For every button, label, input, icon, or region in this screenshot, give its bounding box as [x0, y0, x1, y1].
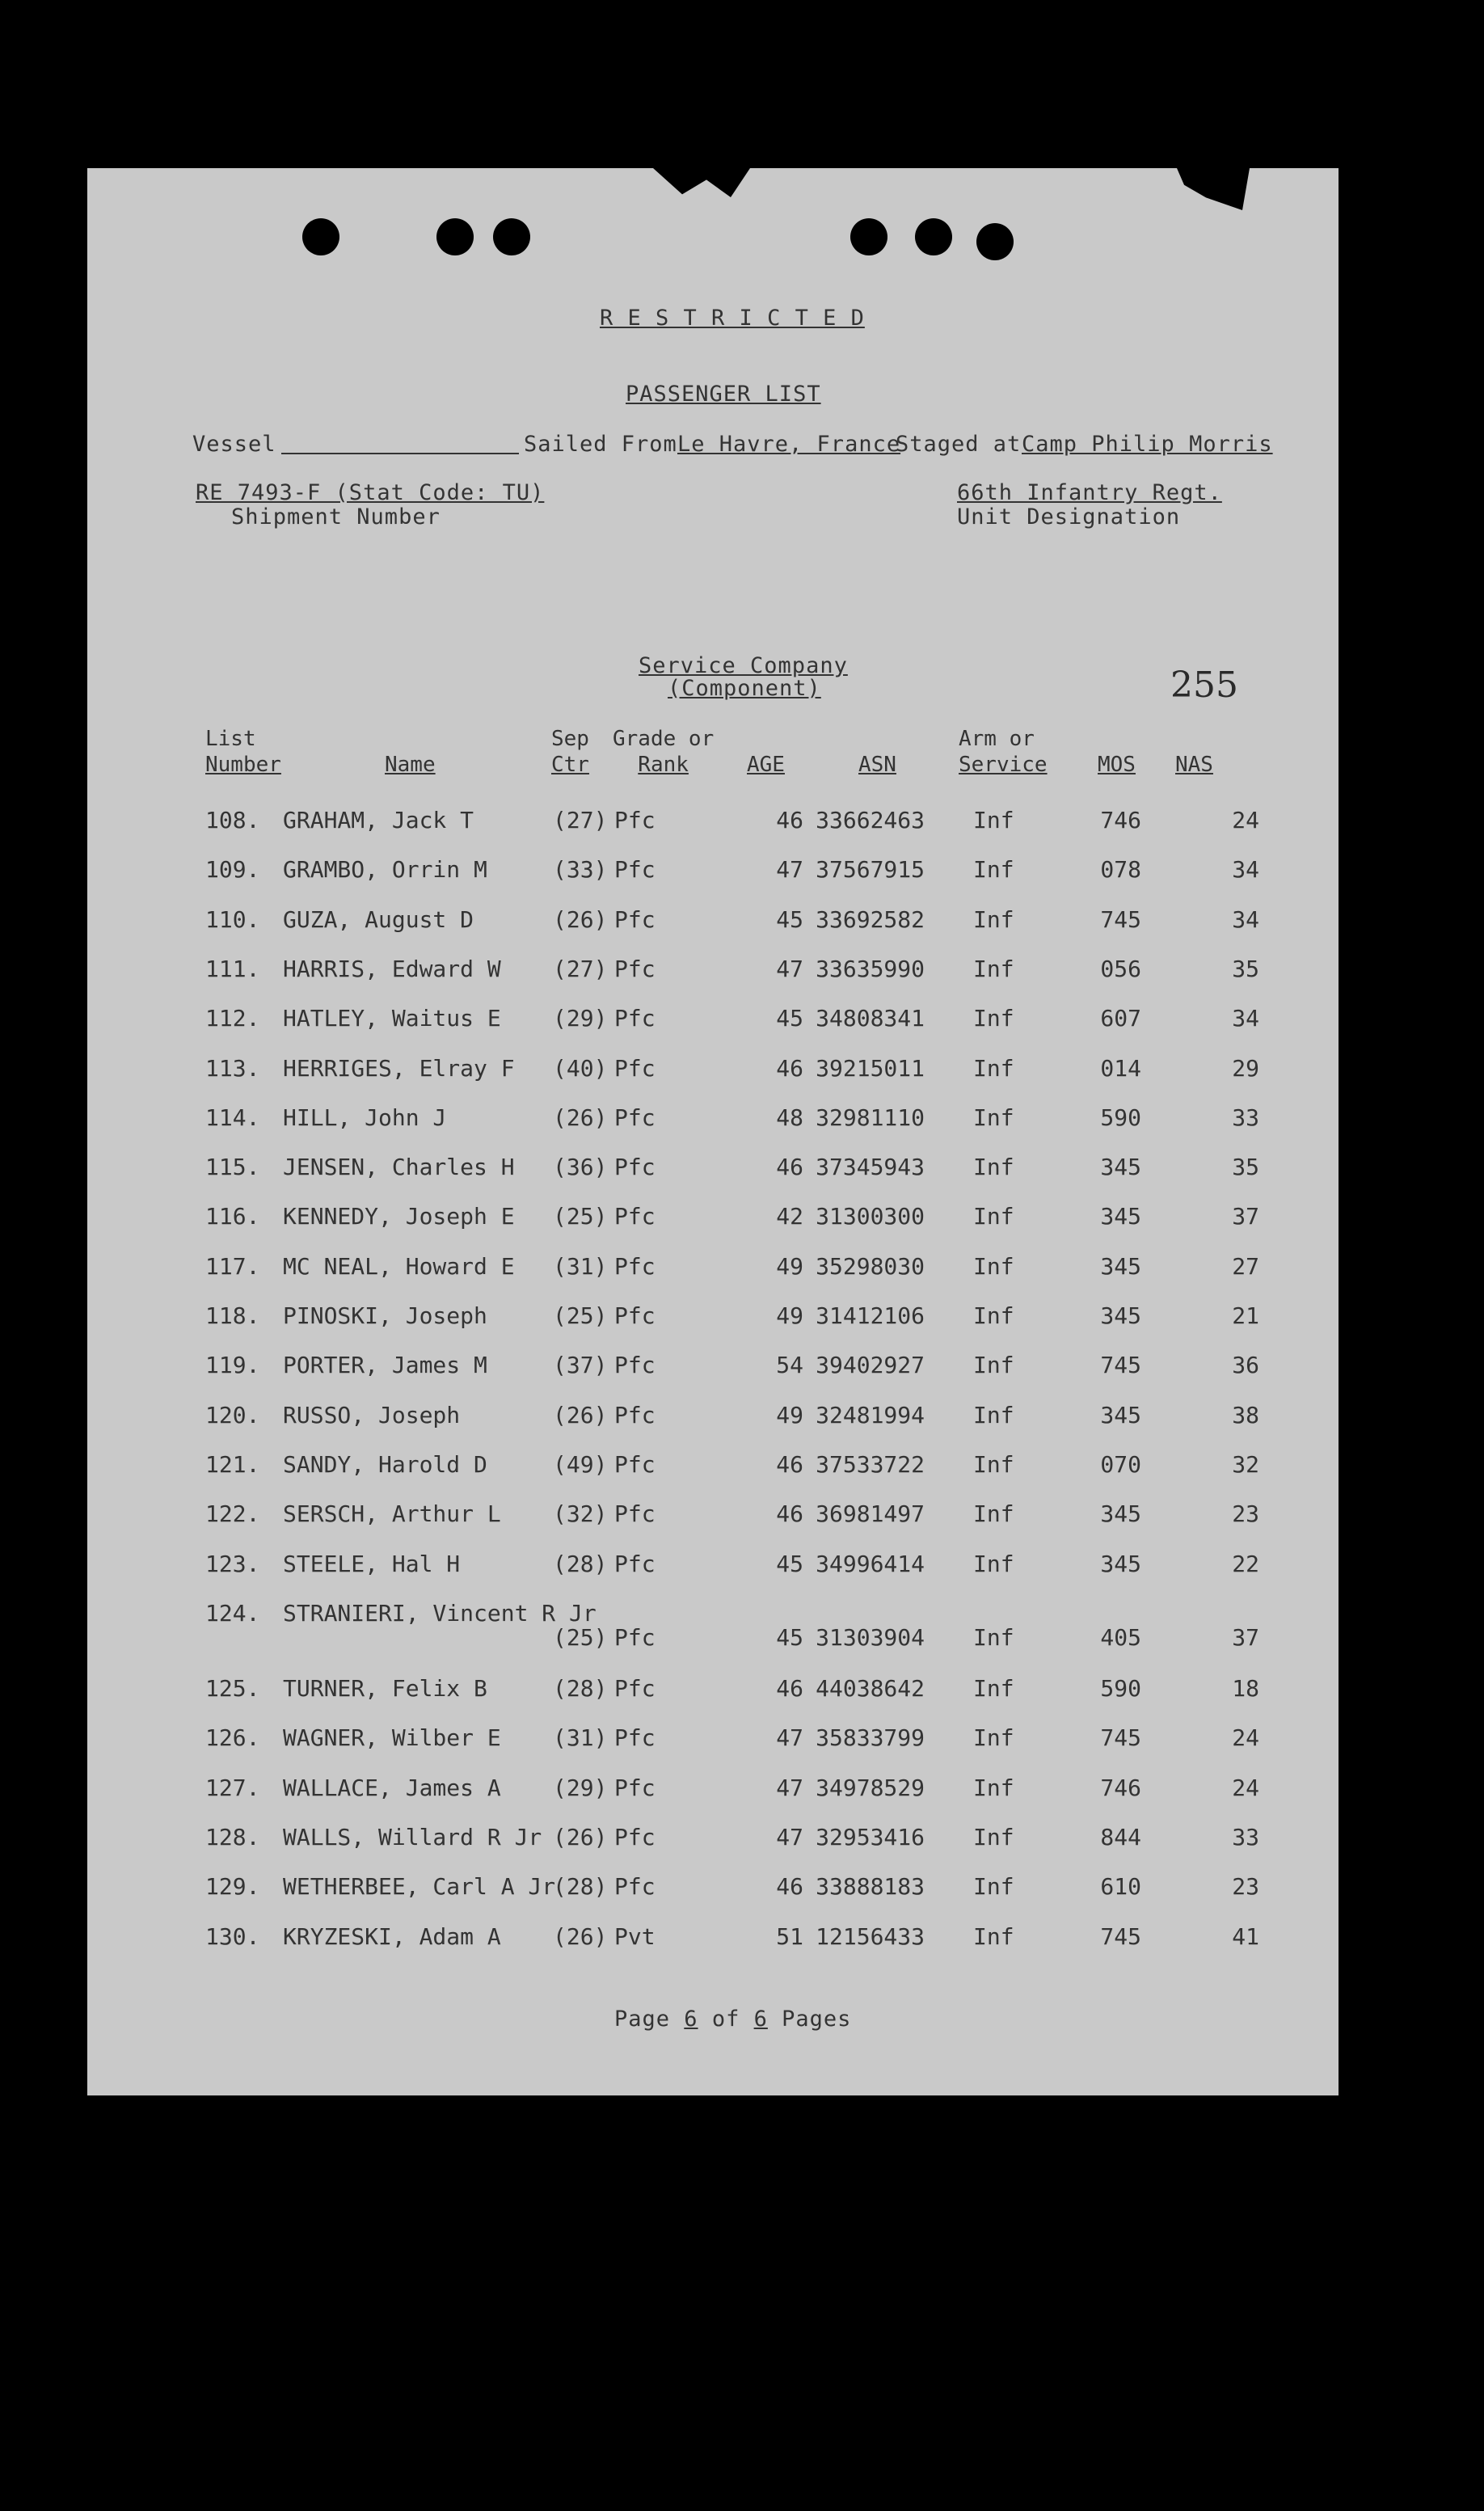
nas-cell: 22: [1232, 1550, 1259, 1577]
table-row: [87, 1253, 1339, 1285]
list-number-cell: 115.: [205, 1154, 260, 1181]
sep-ctr-cell: (32): [553, 1500, 608, 1528]
nas-cell: 27: [1232, 1252, 1259, 1280]
grade-cell: Pfc: [614, 955, 656, 982]
asn-cell: 36981497: [816, 1500, 925, 1528]
asn-cell: 37533722: [816, 1450, 925, 1478]
nas-cell: 34: [1232, 856, 1259, 884]
grade-cell: Pfc: [614, 856, 656, 884]
arm-service-cell: Inf: [973, 1922, 1014, 1950]
list-number-cell: 127.: [205, 1774, 260, 1801]
nas-cell: 33: [1232, 1104, 1259, 1131]
sep-ctr-cell: (28): [553, 1675, 608, 1703]
asn-cell: 33888183: [816, 1873, 925, 1901]
grade-cell: Pfc: [614, 1352, 656, 1379]
sep-ctr-cell: (49): [553, 1450, 608, 1478]
grade-cell: Pfc: [614, 1203, 656, 1230]
sep-ctr-cell: (25): [553, 1203, 608, 1230]
grade-cell: Pfc: [614, 1005, 656, 1032]
grade-cell: Pfc: [614, 1550, 656, 1577]
unit-designation-label: Unit Designation: [957, 504, 1181, 530]
age-cell: 47: [776, 1724, 803, 1752]
mos-cell: 345: [1100, 1203, 1141, 1230]
age-cell: 46: [776, 1450, 803, 1478]
arm-service-cell: Inf: [973, 1500, 1014, 1528]
table-row: [87, 956, 1339, 988]
mos-cell: 345: [1100, 1252, 1141, 1280]
mos-cell: 014: [1100, 1054, 1141, 1082]
age-cell: 49: [776, 1401, 803, 1429]
nas-cell: 23: [1232, 1873, 1259, 1901]
arm-service-cell: Inf: [973, 1873, 1014, 1901]
sep-ctr-cell: (37): [553, 1352, 608, 1379]
shipment-number-label: Shipment Number: [231, 504, 441, 530]
mos-cell: 345: [1100, 1302, 1141, 1329]
mos-cell: 607: [1100, 1005, 1141, 1032]
paper-tear: [1177, 168, 1250, 210]
grade-cell: Pfc: [614, 1154, 656, 1181]
list-number-cell: 118.: [205, 1302, 260, 1329]
name-cell: SERSCH, Arthur L: [283, 1500, 501, 1528]
name-cell: HERRIGES, Elray F: [283, 1054, 515, 1082]
age-cell: 46: [776, 1873, 803, 1901]
vessel-blank: [281, 453, 519, 454]
asn-cell: 34978529: [816, 1774, 925, 1801]
nas-cell: 37: [1232, 1203, 1259, 1230]
asn-cell: 37567915: [816, 856, 925, 884]
list-number-cell: 116.: [205, 1203, 260, 1230]
sep-ctr-cell: (26): [553, 1824, 608, 1851]
list-number-cell: 114.: [205, 1104, 260, 1131]
table-row: [87, 1551, 1339, 1583]
list-number-cell: 120.: [205, 1401, 260, 1429]
mos-cell: 745: [1100, 1922, 1141, 1950]
asn-cell: 35833799: [816, 1724, 925, 1752]
table-row: [87, 1923, 1339, 1956]
document-title: PASSENGER LIST: [626, 382, 821, 407]
nas-cell: 33: [1232, 1824, 1259, 1851]
list-number-cell: 130.: [205, 1922, 260, 1950]
arm-service-cell: Inf: [973, 1154, 1014, 1181]
table-row: [87, 1302, 1339, 1335]
table-row: [87, 1055, 1339, 1087]
table-row: [87, 1824, 1339, 1856]
mos-cell: 746: [1100, 1774, 1141, 1801]
sailed-from-label: Sailed From: [524, 432, 677, 457]
sep-ctr-cell: (27): [553, 807, 608, 833]
list-number-cell: 110.: [205, 905, 260, 933]
page-footer: Page 6 of 6 Pages: [614, 2007, 852, 2032]
grade-cell: Pfc: [614, 905, 656, 933]
punch-hole: [302, 218, 339, 255]
mos-cell: 078: [1100, 856, 1141, 884]
list-number-cell: 122.: [205, 1500, 260, 1528]
age-cell: 46: [776, 1675, 803, 1703]
nas-cell: 21: [1232, 1302, 1259, 1329]
punch-hole: [436, 218, 474, 255]
age-cell: 45: [776, 1550, 803, 1577]
table-row: [87, 1873, 1339, 1905]
header-age: AGE: [747, 753, 785, 777]
company-name: Service Company: [639, 653, 848, 678]
name-cell: KENNEDY, Joseph E: [283, 1203, 515, 1230]
arm-service-cell: Inf: [973, 1302, 1014, 1329]
age-cell: 46: [776, 1500, 803, 1528]
name-cell: HILL, John J: [283, 1104, 447, 1131]
punch-hole: [493, 218, 530, 255]
table-row: [87, 1599, 1339, 1651]
list-number-cell: 128.: [205, 1824, 260, 1851]
arm-service-cell: Inf: [973, 1203, 1014, 1230]
sep-ctr-cell: (28): [553, 1873, 608, 1901]
header-mos: MOS: [1098, 753, 1136, 777]
arm-service-cell: Inf: [973, 1675, 1014, 1703]
age-cell: 47: [776, 856, 803, 884]
grade-cell: Pfc: [614, 1774, 656, 1801]
sep-ctr-cell: (25): [553, 1623, 608, 1651]
asn-cell: 35298030: [816, 1252, 925, 1280]
name-cell: GUZA, August D: [283, 905, 474, 933]
table-row: [87, 1500, 1339, 1533]
sep-ctr-cell: (25): [553, 1302, 608, 1329]
asn-cell: 33635990: [816, 955, 925, 982]
mos-cell: 844: [1100, 1824, 1141, 1851]
arm-service-cell: Inf: [973, 1450, 1014, 1478]
staged-at-label: Staged at: [896, 432, 1022, 457]
grade-cell: Pfc: [614, 1252, 656, 1280]
grade-cell: Pfc: [614, 1104, 656, 1131]
asn-cell: 12156433: [816, 1922, 925, 1950]
name-cell: WETHERBEE, Carl A Jr: [283, 1873, 556, 1901]
sep-ctr-cell: (26): [553, 905, 608, 933]
mos-cell: 345: [1100, 1500, 1141, 1528]
nas-cell: 18: [1232, 1675, 1259, 1703]
age-cell: 49: [776, 1302, 803, 1329]
mos-cell: 590: [1100, 1104, 1141, 1131]
age-cell: 51: [776, 1922, 803, 1950]
age-cell: 47: [776, 1824, 803, 1851]
list-number-cell: 125.: [205, 1675, 260, 1703]
header-sep-ctr: Sep Ctr: [551, 727, 589, 777]
grade-cell: Pfc: [614, 1450, 656, 1478]
arm-service-cell: Inf: [973, 1550, 1014, 1577]
mos-cell: 405: [1100, 1623, 1141, 1651]
grade-cell: Pfc: [614, 1302, 656, 1329]
name-cell: KRYZESKI, Adam A: [283, 1922, 501, 1950]
grade-cell: Pfc: [614, 1401, 656, 1429]
staged-at-value: Camp Philip Morris: [1022, 432, 1273, 457]
sep-ctr-cell: (29): [553, 1774, 608, 1801]
table-row: [87, 1724, 1339, 1757]
grade-cell: Pfc: [614, 807, 656, 833]
mos-cell: 070: [1100, 1450, 1141, 1478]
table-row: [87, 1402, 1339, 1434]
arm-service-cell: Inf: [973, 1824, 1014, 1851]
name-cell: HATLEY, Waitus E: [283, 1005, 501, 1032]
age-cell: 47: [776, 955, 803, 982]
nas-cell: 35: [1232, 1154, 1259, 1181]
arm-service-cell: Inf: [973, 1774, 1014, 1801]
mos-cell: 590: [1100, 1675, 1141, 1703]
mos-cell: 610: [1100, 1873, 1141, 1901]
header-asn: ASN: [858, 753, 896, 777]
name-cell: PORTER, James M: [283, 1352, 487, 1379]
age-cell: 48: [776, 1104, 803, 1131]
sep-ctr-cell: (31): [553, 1252, 608, 1280]
table-row: [87, 856, 1339, 888]
age-cell: 49: [776, 1252, 803, 1280]
grade-cell: Pfc: [614, 1500, 656, 1528]
shipment-number-value: RE 7493-F (Stat Code: TU): [196, 480, 545, 505]
list-number-cell: 121.: [205, 1450, 260, 1478]
asn-cell: 37345943: [816, 1154, 925, 1181]
mos-cell: 345: [1100, 1154, 1141, 1181]
punch-hole: [850, 218, 887, 255]
asn-cell: 44038642: [816, 1675, 925, 1703]
nas-cell: 29: [1232, 1054, 1259, 1082]
asn-cell: 31300300: [816, 1203, 925, 1230]
nas-cell: 35: [1232, 955, 1259, 982]
nas-cell: 24: [1232, 807, 1259, 833]
arm-service-cell: Inf: [973, 1252, 1014, 1280]
classification-header: R E S T R I C T E D: [600, 306, 865, 331]
list-number-cell: 112.: [205, 1005, 260, 1032]
list-number-cell: 119.: [205, 1352, 260, 1379]
nas-cell: 23: [1232, 1500, 1259, 1528]
list-number-cell: 124.: [205, 1599, 260, 1627]
name-cell: HARRIS, Edward W: [283, 955, 501, 982]
age-cell: 47: [776, 1774, 803, 1801]
sailed-from-value: Le Havre, France: [677, 432, 901, 457]
age-cell: 45: [776, 905, 803, 933]
header-arm-service: Arm or Service: [959, 727, 1048, 777]
sep-ctr-cell: (26): [553, 1104, 608, 1131]
mos-cell: 745: [1100, 905, 1141, 933]
arm-service-cell: Inf: [973, 807, 1014, 833]
mos-cell: 345: [1100, 1401, 1141, 1429]
punch-hole: [976, 223, 1014, 260]
table-row: [87, 1775, 1339, 1807]
age-cell: 45: [776, 1623, 803, 1651]
table-row: [87, 1203, 1339, 1235]
age-cell: 45: [776, 1005, 803, 1032]
asn-cell: 32981110: [816, 1104, 925, 1131]
grade-cell: Pfc: [614, 1675, 656, 1703]
name-cell: JENSEN, Charles H: [283, 1154, 515, 1181]
arm-service-cell: Inf: [973, 856, 1014, 884]
list-number-cell: 117.: [205, 1252, 260, 1280]
name-cell: RUSSO, Joseph: [283, 1401, 461, 1429]
age-cell: 46: [776, 1154, 803, 1181]
sep-ctr-cell: (27): [553, 955, 608, 982]
nas-cell: 38: [1232, 1401, 1259, 1429]
grade-cell: Pfc: [614, 1054, 656, 1082]
punch-hole: [915, 218, 952, 255]
table-row: [87, 1451, 1339, 1483]
sep-ctr-cell: (26): [553, 1401, 608, 1429]
table-row: [87, 1104, 1339, 1137]
grade-cell: Pfc: [614, 1724, 656, 1752]
name-cell: SANDY, Harold D: [283, 1450, 487, 1478]
age-cell: 54: [776, 1352, 803, 1379]
arm-service-cell: Inf: [973, 955, 1014, 982]
sep-ctr-cell: (33): [553, 856, 608, 884]
paper-tear: [653, 168, 750, 197]
sep-ctr-cell: (31): [553, 1724, 608, 1752]
grade-cell: Pfc: [614, 1824, 656, 1851]
mos-cell: 745: [1100, 1724, 1141, 1752]
arm-service-cell: Inf: [973, 1401, 1014, 1429]
mos-cell: 745: [1100, 1352, 1141, 1379]
mos-cell: 746: [1100, 807, 1141, 833]
asn-cell: 33662463: [816, 807, 925, 833]
arm-service-cell: Inf: [973, 1005, 1014, 1032]
sep-ctr-cell: (40): [553, 1054, 608, 1082]
grade-cell: Pfc: [614, 1873, 656, 1901]
asn-cell: 39215011: [816, 1054, 925, 1082]
header-nas: NAS: [1175, 753, 1213, 777]
name-cell: STRANIERI, Vincent R Jr: [283, 1599, 597, 1627]
header-grade-rank: Grade or Rank: [613, 727, 715, 777]
arm-service-cell: Inf: [973, 1352, 1014, 1379]
sep-ctr-cell: (28): [553, 1550, 608, 1577]
list-number-cell: 123.: [205, 1550, 260, 1577]
arm-service-cell: Inf: [973, 1724, 1014, 1752]
name-cell: WAGNER, Wilber E: [283, 1724, 501, 1752]
table-row: [87, 1005, 1339, 1037]
list-number-cell: 109.: [205, 856, 260, 884]
name-cell: GRAHAM, Jack T: [283, 807, 474, 833]
sep-ctr-cell: (26): [553, 1922, 608, 1950]
asn-cell: 31303904: [816, 1623, 925, 1651]
asn-cell: 34996414: [816, 1550, 925, 1577]
mos-cell: 056: [1100, 955, 1141, 982]
arm-service-cell: Inf: [973, 1623, 1014, 1651]
arm-service-cell: Inf: [973, 1104, 1014, 1131]
asn-cell: 32481994: [816, 1401, 925, 1429]
age-cell: 46: [776, 1054, 803, 1082]
page-stamp-number: 255: [1170, 665, 1238, 706]
header-list-number: List Number: [205, 727, 281, 777]
list-number-cell: 129.: [205, 1873, 260, 1901]
nas-cell: 41: [1232, 1922, 1259, 1950]
name-cell: GRAMBO, Orrin M: [283, 856, 487, 884]
list-number-cell: 126.: [205, 1724, 260, 1752]
table-row: [87, 807, 1339, 839]
age-cell: 42: [776, 1203, 803, 1230]
grade-cell: Pvt: [614, 1922, 656, 1950]
name-cell: STEELE, Hal H: [283, 1550, 461, 1577]
asn-cell: 31412106: [816, 1302, 925, 1329]
nas-cell: 24: [1232, 1724, 1259, 1752]
name-cell: TURNER, Felix B: [283, 1675, 487, 1703]
nas-cell: 37: [1232, 1623, 1259, 1651]
table-row: [87, 906, 1339, 939]
name-cell: PINOSKI, Joseph: [283, 1302, 487, 1329]
name-cell: WALLS, Willard R Jr: [283, 1824, 542, 1851]
list-number-cell: 108.: [205, 807, 260, 833]
list-number-cell: 111.: [205, 955, 260, 982]
asn-cell: 39402927: [816, 1352, 925, 1379]
header-name: Name: [385, 753, 436, 777]
nas-cell: 32: [1232, 1450, 1259, 1478]
nas-cell: 34: [1232, 905, 1259, 933]
mos-cell: 345: [1100, 1550, 1141, 1577]
document-page: [87, 168, 1339, 2095]
sep-ctr-cell: (29): [553, 1005, 608, 1032]
grade-cell: Pfc: [614, 1623, 656, 1651]
unit-designation-value: 66th Infantry Regt.: [957, 480, 1222, 505]
table-row: [87, 1352, 1339, 1384]
table-row: [87, 1675, 1339, 1707]
sep-ctr-cell: (36): [553, 1154, 608, 1181]
age-cell: 46: [776, 807, 803, 833]
list-number-cell: 113.: [205, 1054, 260, 1082]
nas-cell: 36: [1232, 1352, 1259, 1379]
arm-service-cell: Inf: [973, 905, 1014, 933]
component-label: (Component): [668, 676, 821, 701]
name-cell: WALLACE, James A: [283, 1774, 501, 1801]
nas-cell: 34: [1232, 1005, 1259, 1032]
table-row: [87, 1154, 1339, 1186]
asn-cell: 33692582: [816, 905, 925, 933]
arm-service-cell: Inf: [973, 1054, 1014, 1082]
asn-cell: 32953416: [816, 1824, 925, 1851]
asn-cell: 34808341: [816, 1005, 925, 1032]
name-cell: MC NEAL, Howard E: [283, 1252, 515, 1280]
nas-cell: 24: [1232, 1774, 1259, 1801]
vessel-label: Vessel: [192, 432, 276, 457]
